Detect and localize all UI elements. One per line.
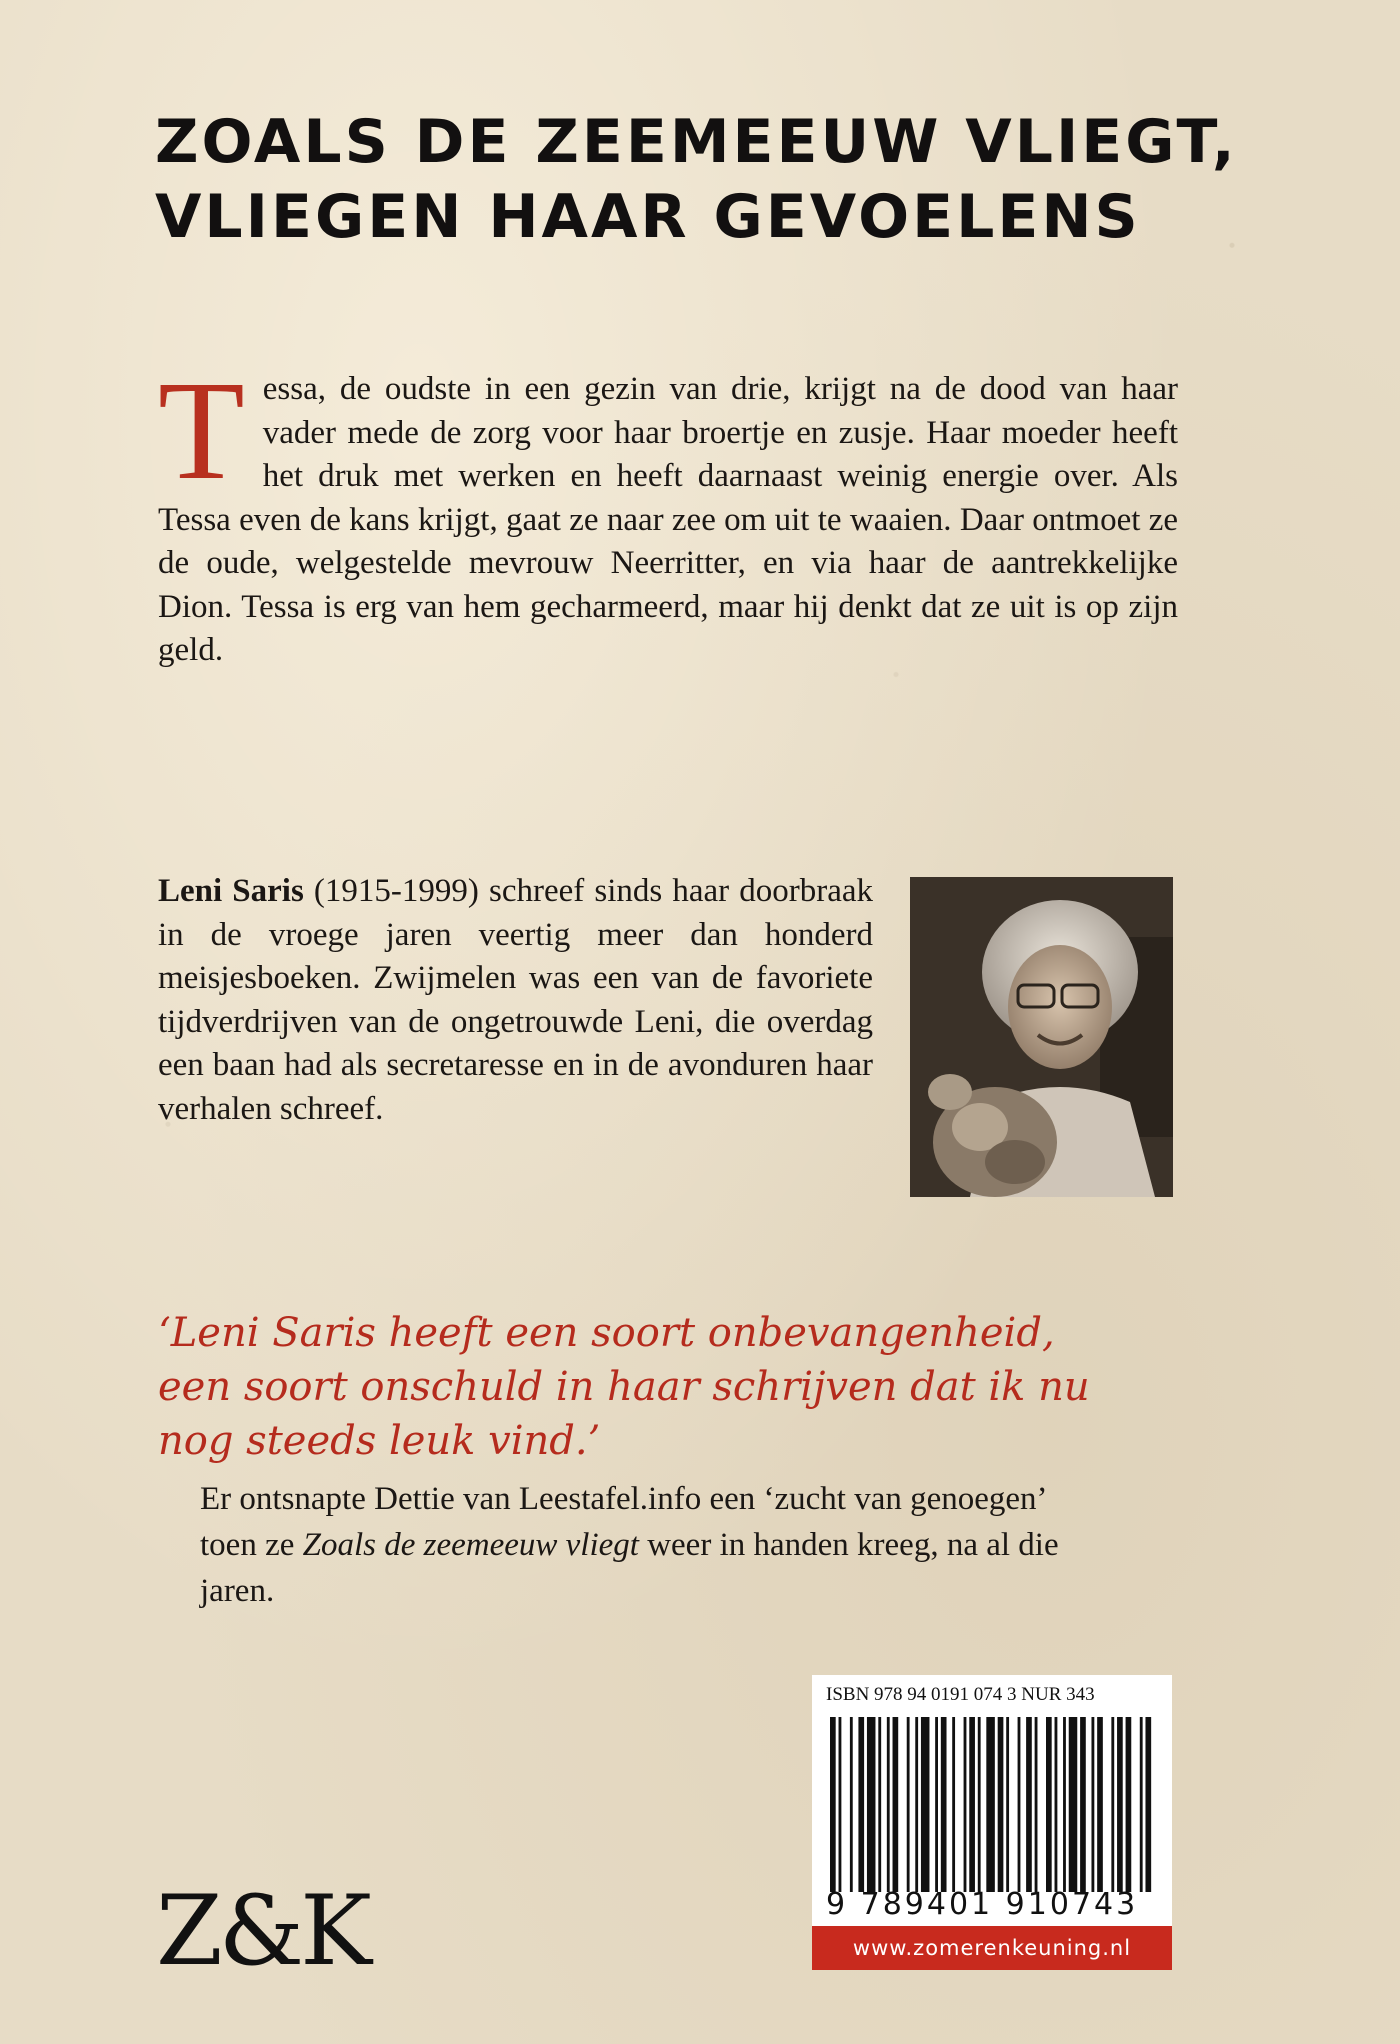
attribution-after: weer in handen kreeg, na al die jaren.: [200, 1527, 1059, 1609]
barcode-number: 9 789401 910743: [826, 1887, 1139, 1922]
title-line-2: VLIEGEN HAAR GEVOELENS: [155, 182, 1141, 252]
barcode-bar: [1080, 1717, 1086, 1892]
barcode-bar: [1006, 1717, 1009, 1892]
barcode-bar: [893, 1717, 899, 1892]
barcode-bar: [1046, 1717, 1052, 1892]
barcode-bar: [850, 1717, 853, 1892]
barcode-bar: [1055, 1717, 1058, 1892]
barcode-bar: [839, 1717, 842, 1892]
barcode-bar: [1063, 1717, 1066, 1892]
quote-line-3: nog steeds leuk vind.’: [158, 1418, 601, 1464]
barcode-bar: [1117, 1717, 1123, 1892]
barcode-panel: [812, 1675, 1172, 1970]
barcode-bar: [935, 1717, 938, 1892]
barcode-bar: [941, 1717, 947, 1892]
barcode-bar: [915, 1717, 918, 1892]
author-name: Leni Saris: [158, 873, 304, 909]
barcode-bar: [921, 1717, 930, 1892]
quote-line-1: ‘Leni Saris heeft een soort onbevangenheid,: [158, 1310, 1055, 1356]
barcode-bar: [878, 1717, 881, 1892]
barcode-bar: [1145, 1717, 1151, 1892]
author-portrait-image: [910, 877, 1173, 1197]
review-quote: [158, 1306, 1218, 1468]
title-line-1: ZOALS DE ZEEMEEUW VLIEGT,: [155, 107, 1238, 177]
barcode-bar: [969, 1717, 975, 1892]
book-title: [155, 105, 1275, 255]
author-photo: [910, 877, 1173, 1197]
barcode-bar: [858, 1717, 864, 1892]
barcode-bar: [964, 1717, 967, 1892]
barcode-bar: [952, 1717, 955, 1892]
synopsis-paragraph: [158, 351, 1178, 673]
barcode-bar: [907, 1717, 910, 1892]
barcode-bar: [1035, 1717, 1038, 1892]
barcode-bar: [887, 1717, 890, 1892]
quote-line-2: een soort onschuld in haar schrijven dat ik nu: [158, 1364, 1090, 1410]
barcode-bar: [978, 1717, 981, 1892]
publisher-logo: Z&K: [156, 1875, 368, 1987]
barcode-bar: [1069, 1717, 1078, 1892]
barcode-bar: [1026, 1717, 1032, 1892]
attribution-book-title: Zoals de zeemeeuw vliegt: [302, 1527, 639, 1563]
barcode-bars: [830, 1717, 1154, 1892]
barcode-bar: [986, 1717, 995, 1892]
quote-attribution: [200, 1476, 1080, 1614]
drop-cap: T: [158, 351, 245, 509]
barcode-bar: [1140, 1717, 1143, 1892]
barcode-bar: [998, 1717, 1004, 1892]
barcode-bar: [1091, 1717, 1094, 1892]
author-bio: [158, 870, 873, 1131]
barcode-bar: [830, 1717, 836, 1892]
barcode-bar: [1111, 1717, 1114, 1892]
synopsis-text: essa, de oudste in een gezin van drie, krijgt na de dood van haar vader mede de zorg voor haar broertje en zusje. Haar moeder heeft het druk met werken en heeft daarnaast weinig energie over. Als Tessa even de kans krijgt, gaat ze naar zee om uit te waaien. Daar ontmoet ze de oude, welgestelde mevrouw Neerritter, en via haar de aantrekkelijke Dion. Tessa is erg van hem gecharmeerd, maar hij denkt dat ze uit is op zijn geld.: [158, 371, 1178, 668]
publisher-url: www.zomerenkeuning.nl: [812, 1926, 1172, 1970]
barcode-bar: [1097, 1717, 1103, 1892]
barcode-bar: [1018, 1717, 1021, 1892]
barcode-bar: [867, 1717, 876, 1892]
barcode-bar: [1126, 1717, 1132, 1892]
attribution-before: Er ontsnapte Dettie van Leestafel.info een ‘zucht van genoegen’ toen ze: [200, 1481, 1046, 1563]
isbn-nur-label: ISBN 978 94 0191 074 3 NUR 343: [826, 1684, 1095, 1705]
author-bio-text: (1915-1999) schreef sinds haar doorbraak in de vroege jaren veertig meer dan honderd meisjesboeken. Zwijmelen was een van de favoriete tijdverdrijven van de ongetrouwde Leni, die overdag een baan had als secretaresse en in de avonduren haar verhalen schreef.: [158, 873, 873, 1127]
